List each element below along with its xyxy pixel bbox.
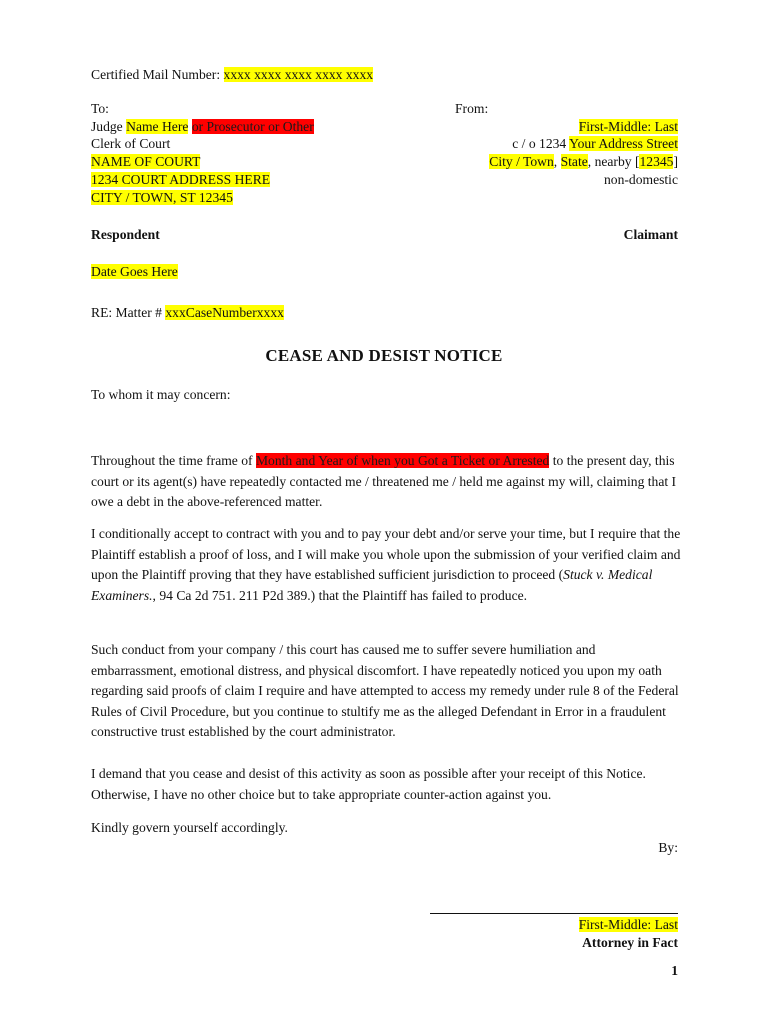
court-zip: 12345 [198, 190, 233, 205]
paragraph-3: Such conduct from your company / this court has caused me to suffer severe humiliation and embarrassment, emotional distress, and physical discomfort. I have repeatedly noticed you upon my oath regarding said proofs of claim I require and have attempted to access my remedy under rule 8 of the Federal Rules of Civil Procedure, but you continue to stultify me as the alleged Defendant in Error in a fraudulent constructive trust established by the court administrator. [91, 642, 679, 739]
paragraph-4: I demand that you cease and desist of this activity as soon as possible after your receipt of this Notice. Otherwise, I have no other choice but to take appropriate counter-action against you. [91, 766, 646, 802]
re-label: RE: Matter # [91, 305, 166, 320]
from-name: First-Middle: Last [578, 119, 678, 134]
court-name [91, 153, 200, 170]
from-zip: 12345 [639, 154, 674, 169]
paragraph-1-lead: Throughout the time frame of [91, 453, 256, 468]
signer-name: First-Middle: Last [578, 917, 678, 932]
from-street-line [512, 135, 678, 152]
document-title: CEASE AND DESIST NOTICE [265, 346, 503, 365]
from-name-line [579, 118, 678, 135]
judge-line [91, 118, 314, 135]
from-sep-1: , [553, 154, 561, 169]
court-address [91, 171, 270, 188]
court-city: CITY / TOWN, ST [91, 190, 199, 205]
paragraph-2-rest: , 94 Ca 2d 751. 211 P2d 389.) that the Plaintiff has failed to produce. [152, 587, 528, 603]
judge-alternative: or Prosecutor or Other [191, 119, 314, 134]
signature-line [430, 913, 678, 914]
from-close-bracket: ] [673, 154, 678, 169]
certified-mail-number: xxxx xxxx xxxx xxxx xxxx [223, 67, 374, 82]
court-city-line [91, 189, 233, 206]
from-label: From: [455, 101, 489, 116]
judge-prefix: Judge [91, 119, 127, 134]
from-state: State [560, 154, 588, 169]
closing-line: Kindly govern yourself accordingly. [91, 820, 288, 835]
from-co-prefix: c / o 1234 [512, 136, 570, 151]
case-citation: Stuck v. Medical Examiners. [91, 567, 653, 603]
court-name-text: NAME OF COURT [91, 154, 201, 169]
court-address-text: 1234 COURT ADDRESS HERE [91, 172, 271, 187]
certified-mail-line [91, 66, 373, 83]
claimant-label: Claimant [623, 227, 678, 242]
paragraph-2-lead: I conditionally accept to contract with you and to pay your debt and/or serve your time, but I require that the Plaintiff establish a proof of loss, and I will make you whole upon the submission of your verified claim and upon the Plaintiff proving that they have established sufficient jurisdiction to proceed ( [91, 526, 681, 582]
date-field: Date Goes Here [91, 264, 178, 279]
paragraph-1 [91, 451, 681, 513]
paragraph-1-rest: to the present day, this court or its agent(s) have repeatedly contacted me / threatened me / held me against my will, claiming that I owe a debt in the above-referenced matter. [91, 453, 677, 509]
paragraph-2 [91, 524, 681, 606]
certified-mail-label: Certified Mail Number: [91, 67, 224, 82]
date-line [91, 263, 178, 280]
judge-name: Name Here [126, 119, 189, 134]
from-sep-2: , nearby [ [587, 154, 640, 169]
from-nondomestic: non-domestic [604, 172, 678, 187]
re-line [91, 304, 284, 321]
salutation: To whom it may concern: [91, 387, 231, 402]
time-frame-highlight: Month and Year of when you Got a Ticket or Arrested [255, 453, 550, 468]
clerk-of-court: Clerk of Court [91, 136, 171, 151]
case-number: xxxCaseNumberxxxx [165, 305, 284, 320]
by-label: By: [658, 840, 678, 855]
respondent-label: Respondent [91, 227, 160, 242]
page-number: 1 [671, 963, 678, 978]
from-street: Your Address Street [569, 136, 678, 151]
from-city-line [489, 153, 678, 170]
from-city: City / Town [489, 154, 554, 169]
signer-name-line [579, 916, 678, 933]
to-label: To: [91, 101, 109, 116]
signer-role: Attorney in Fact [582, 935, 678, 950]
